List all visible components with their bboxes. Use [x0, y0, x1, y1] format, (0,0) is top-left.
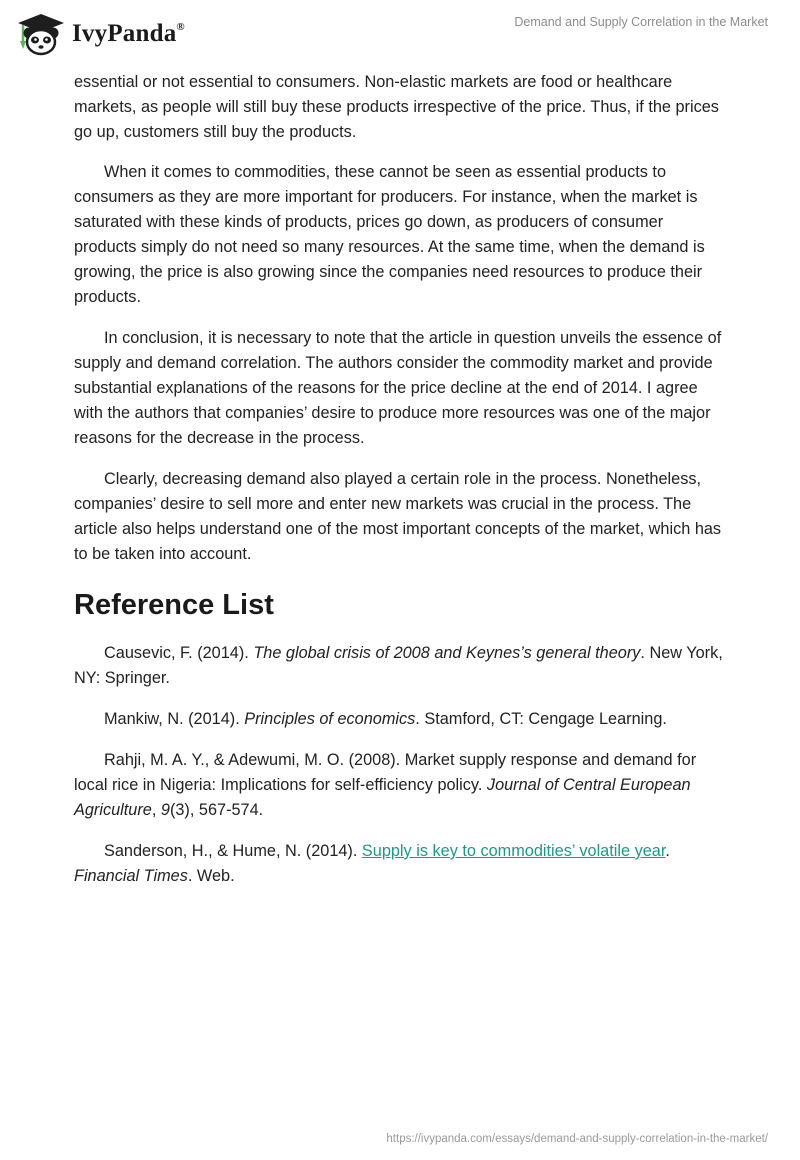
body-paragraph: essential or not essential to consumers. Non-elastic markets are food or healthcare markets, as people will still buy these products irrespective of the price. Thus, if the prices go up, customers still buy the products. [74, 73, 719, 141]
brand-name: IvyPanda® [72, 20, 185, 47]
panda-logo-icon [16, 12, 66, 56]
body-paragraph: In conclusion, it is necessary to note that the article in question unveils the essence of supply and demand correlation. The authors consider the commodity market and provide substantial explanations of the reasons for the price decline at the end of 2014. I agree with the authors that companies’ desire to produce more resources was one of the major reasons for the decrease in the process. [74, 329, 722, 447]
reference-item: Causevic, F. (2014). The global crisis of 2008 and Keynes’s general theory. New York, NY: Springer. [74, 644, 723, 687]
reference-list-heading: Reference List [74, 589, 274, 621]
reference-link[interactable]: Supply is key to commodities’ volatile year [361, 842, 666, 860]
essay-content [74, 70, 724, 905]
brand-logo[interactable] [16, 10, 185, 58]
source-url: https://ivypanda.com/essays/demand-and-supply-correlation-in-the-market/ [386, 1133, 768, 1145]
document-title: Demand and Supply Correlation in the Market [514, 15, 768, 29]
body-paragraph: Clearly, decreasing demand also played a certain role in the process. Nonetheless, companies’ desire to sell more and enter new markets was crucial in the process. The article also helps understand one of the most important concepts of the market, which has to be taken into account. [74, 470, 722, 563]
reference-item: Mankiw, N. (2014). Principles of economics. Stamford, CT: Cengage Learning. [104, 710, 667, 728]
reference-item: Sanderson, H., & Hume, N. (2014). Supply is key to commodities’ volatile year. Financial Times. Web. [74, 842, 670, 885]
reference-item: Rahji, M. A. Y., & Adewumi, M. O. (2008). Market supply response and demand for local rice in Nigeria: Implications for self-efficiency policy. Journal of Central European Agriculture, 9(3), 567-574. [74, 751, 697, 819]
page-header [0, 0, 800, 70]
body-paragraph: When it comes to commodities, these cannot be seen as essential products to consumers as they are more important for producers. For instance, when the market is saturated with these kinds of products, prices go down, as producers of consumer products simply do not need so many resources. At the same time, when the demand is growing, the price is also growing since the companies need resources to produce their products. [74, 163, 705, 306]
